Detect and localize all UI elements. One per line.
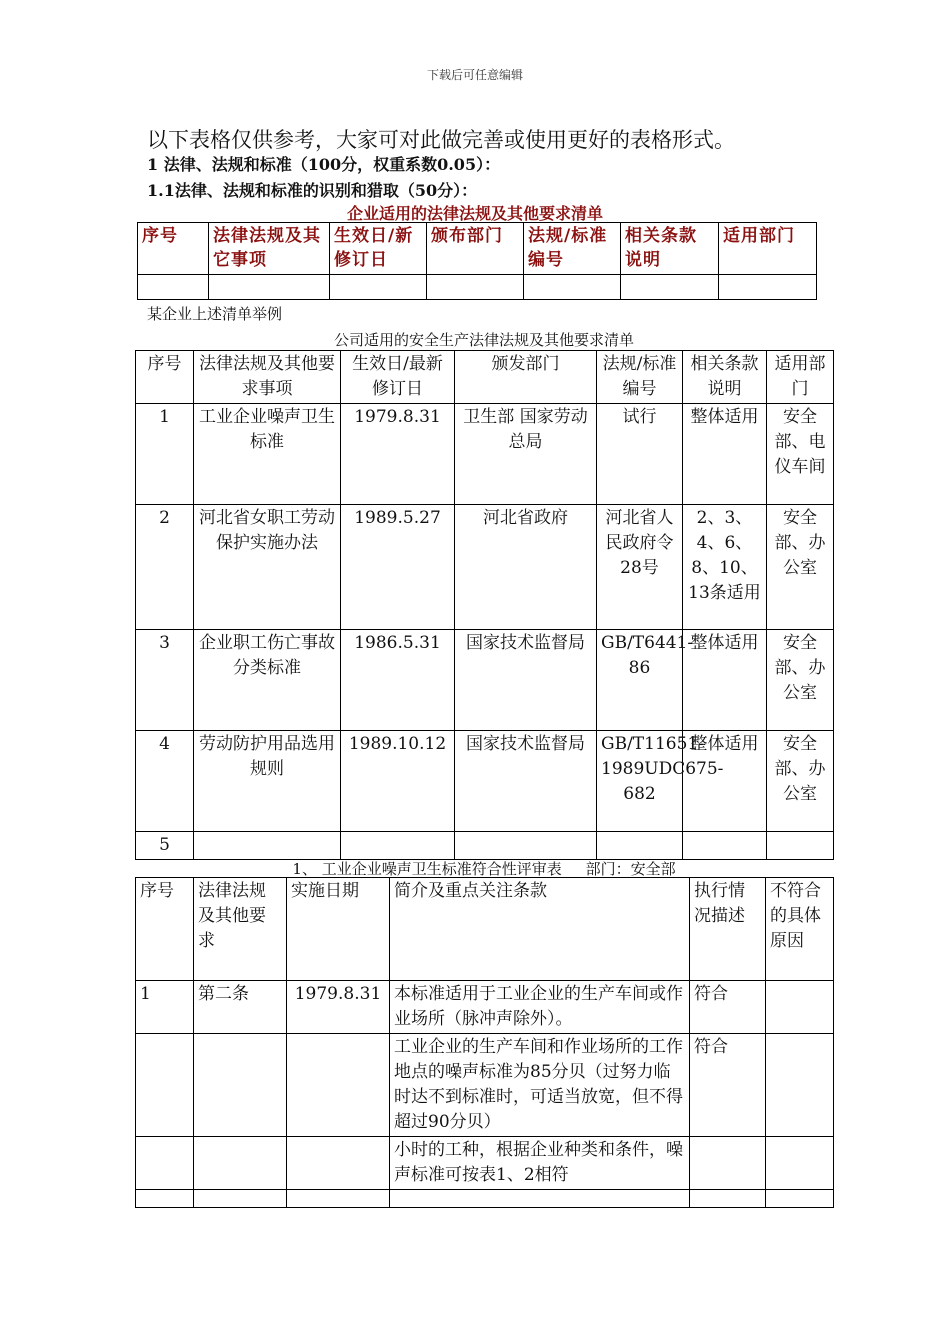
- empty-cell: [194, 1190, 287, 1208]
- cell-article: [194, 1034, 287, 1137]
- empty-cell: [194, 832, 341, 860]
- empty-cell: [766, 1190, 834, 1208]
- cell-code: GB/T6441-86: [597, 630, 683, 731]
- header-cell: 颁发部门: [455, 351, 597, 404]
- header-cell: 法规/标准编号: [524, 223, 621, 275]
- empty-cell: [330, 275, 427, 300]
- cell-name: 劳动防护用品选用规则: [194, 731, 341, 832]
- cell-date: 1989.10.12: [341, 731, 455, 832]
- table-row: [138, 275, 817, 300]
- cell-reason: [766, 1034, 834, 1137]
- cell-date: 1986.5.31: [341, 630, 455, 731]
- cell-date: [287, 1034, 390, 1137]
- section-heading-1: 1 法律、法规和标准（100分，权重系数0.05）：: [147, 155, 501, 174]
- cell-clause: 2、3、4、6、8、10、13条适用: [683, 505, 767, 630]
- example-note: 某企业上述清单举例: [147, 305, 283, 323]
- cell-dept: 安全部、电仪车间: [767, 404, 834, 505]
- requirements-template-table: [137, 222, 817, 300]
- cell-summary: 小时的工种，根据企业种类和条件，噪声标准可按表1、2相符: [390, 1137, 690, 1190]
- empty-cell: [597, 832, 683, 860]
- cell-seq: 1: [136, 404, 194, 505]
- cell-dept: 安全部、办公室: [767, 630, 834, 731]
- empty-cell: [767, 832, 834, 860]
- header-cell: 适用部门: [767, 351, 834, 404]
- table-header-row: [136, 351, 834, 404]
- header-cell: 生效日/新修订日: [330, 223, 427, 275]
- cell-status: 符合: [690, 981, 766, 1034]
- cell-dept: 安全部、办公室: [767, 731, 834, 832]
- table-row: [136, 505, 834, 630]
- header-cell: 序号: [138, 223, 209, 275]
- cell-name: 河北省女职工劳动保护实施办法: [194, 505, 341, 630]
- cell-code: 试行: [597, 404, 683, 505]
- header-cell: 相关条款说明: [683, 351, 767, 404]
- table3-title: 1、 工业企业噪声卫生标准符合性评审表 部门：安全部: [292, 860, 676, 878]
- header-cell: 序号: [136, 351, 194, 404]
- table-row: [136, 981, 834, 1034]
- table-row: [136, 1190, 834, 1208]
- cell-name: 企业职工伤亡事故分类标准: [194, 630, 341, 731]
- cell-seq: 3: [136, 630, 194, 731]
- header-cell: 执行情况描述: [690, 878, 766, 981]
- table-row: [136, 630, 834, 731]
- empty-cell: [719, 275, 817, 300]
- empty-cell: [690, 1190, 766, 1208]
- empty-cell: [341, 832, 455, 860]
- table-header-row: [138, 223, 817, 275]
- empty-cell: [683, 832, 767, 860]
- header-cell: 法规/标准编号: [597, 351, 683, 404]
- cell-clause: 整体适用: [683, 404, 767, 505]
- cell-date: 1979.8.31: [341, 404, 455, 505]
- table-row: [136, 731, 834, 832]
- header-cell: 生效日/最新修订日: [341, 351, 455, 404]
- empty-cell: [136, 1190, 194, 1208]
- cell-seq: 1: [136, 981, 194, 1034]
- empty-cell: [621, 275, 719, 300]
- header-cell: 颁布部门: [427, 223, 524, 275]
- header-cell: 适用部门: [719, 223, 817, 275]
- header-cell: 实施日期: [287, 878, 390, 981]
- table-header-row: [136, 878, 834, 981]
- header-cell: 序号: [136, 878, 194, 981]
- cell-clause: 整体适用: [683, 731, 767, 832]
- empty-cell: [427, 275, 524, 300]
- empty-cell: [455, 832, 597, 860]
- header-cell: 法律法规及其他要求: [194, 878, 287, 981]
- table-row: [136, 832, 834, 860]
- cell-seq: [136, 1137, 194, 1190]
- cell-date: 1979.8.31: [287, 981, 390, 1034]
- cell-status: [690, 1137, 766, 1190]
- cell-summary: 工业企业的生产车间和作业场所的工作地点的噪声标准为85分贝（过努力临时达不到标准时，可适当放宽，但不得超过90分贝）: [390, 1034, 690, 1137]
- cell-issuer: 国家技术监督局: [455, 731, 597, 832]
- cell-date: [287, 1137, 390, 1190]
- cell-clause: 整体适用: [683, 630, 767, 731]
- intro-text: 以下表格仅供参考，大家可对此做完善或使用更好的表格形式。: [147, 128, 735, 152]
- cell-dept: 安全部、办公室: [767, 505, 834, 630]
- header-cell: 法律法规及其他要求事项: [194, 351, 341, 404]
- cell-issuer: 国家技术监督局: [455, 630, 597, 731]
- table-row: [136, 404, 834, 505]
- cell-seq: 5: [136, 832, 194, 860]
- cell-reason: [766, 1137, 834, 1190]
- cell-code: 河北省人民政府令28号: [597, 505, 683, 630]
- table2-title: 公司适用的安全生产法律法规及其他要求清单: [333, 331, 634, 349]
- compliance-review-table: [135, 877, 834, 1208]
- header-cell: 法律法规及其它事项: [209, 223, 330, 275]
- cell-issuer: 河北省政府: [455, 505, 597, 630]
- header-cell: 简介及重点关注条款: [390, 878, 690, 981]
- cell-summary: 本标准适用于工业企业的生产车间或作业场所（脉冲声除外）。: [390, 981, 690, 1034]
- page-header: 下载后可任意编辑: [426, 68, 523, 82]
- requirements-example-table: [135, 350, 834, 860]
- empty-cell: [138, 275, 209, 300]
- cell-status: 符合: [690, 1034, 766, 1137]
- header-cell: 相关条款说明: [621, 223, 719, 275]
- cell-seq: 4: [136, 731, 194, 832]
- cell-date: 1989.5.27: [341, 505, 455, 630]
- table1-title: 企业适用的法律法规及其他要求清单: [346, 204, 603, 223]
- cell-issuer: 卫生部 国家劳动总局: [455, 404, 597, 505]
- empty-cell: [287, 1190, 390, 1208]
- table-row: [136, 1034, 834, 1137]
- cell-article: [194, 1137, 287, 1190]
- cell-code: GB/T11651-1989UDC675-682: [597, 731, 683, 832]
- cell-seq: 2: [136, 505, 194, 630]
- cell-reason: [766, 981, 834, 1034]
- cell-seq: [136, 1034, 194, 1137]
- empty-cell: [524, 275, 621, 300]
- empty-cell: [209, 275, 330, 300]
- table-row: [136, 1137, 834, 1190]
- header-cell: 不符合的具体原因: [766, 878, 834, 981]
- cell-name: 工业企业噪声卫生标准: [194, 404, 341, 505]
- cell-article: 第二条: [194, 981, 287, 1034]
- section-heading-1-1: 1.1法律、法规和标准的识别和猎取（50分）：: [147, 181, 478, 200]
- empty-cell: [390, 1190, 690, 1208]
